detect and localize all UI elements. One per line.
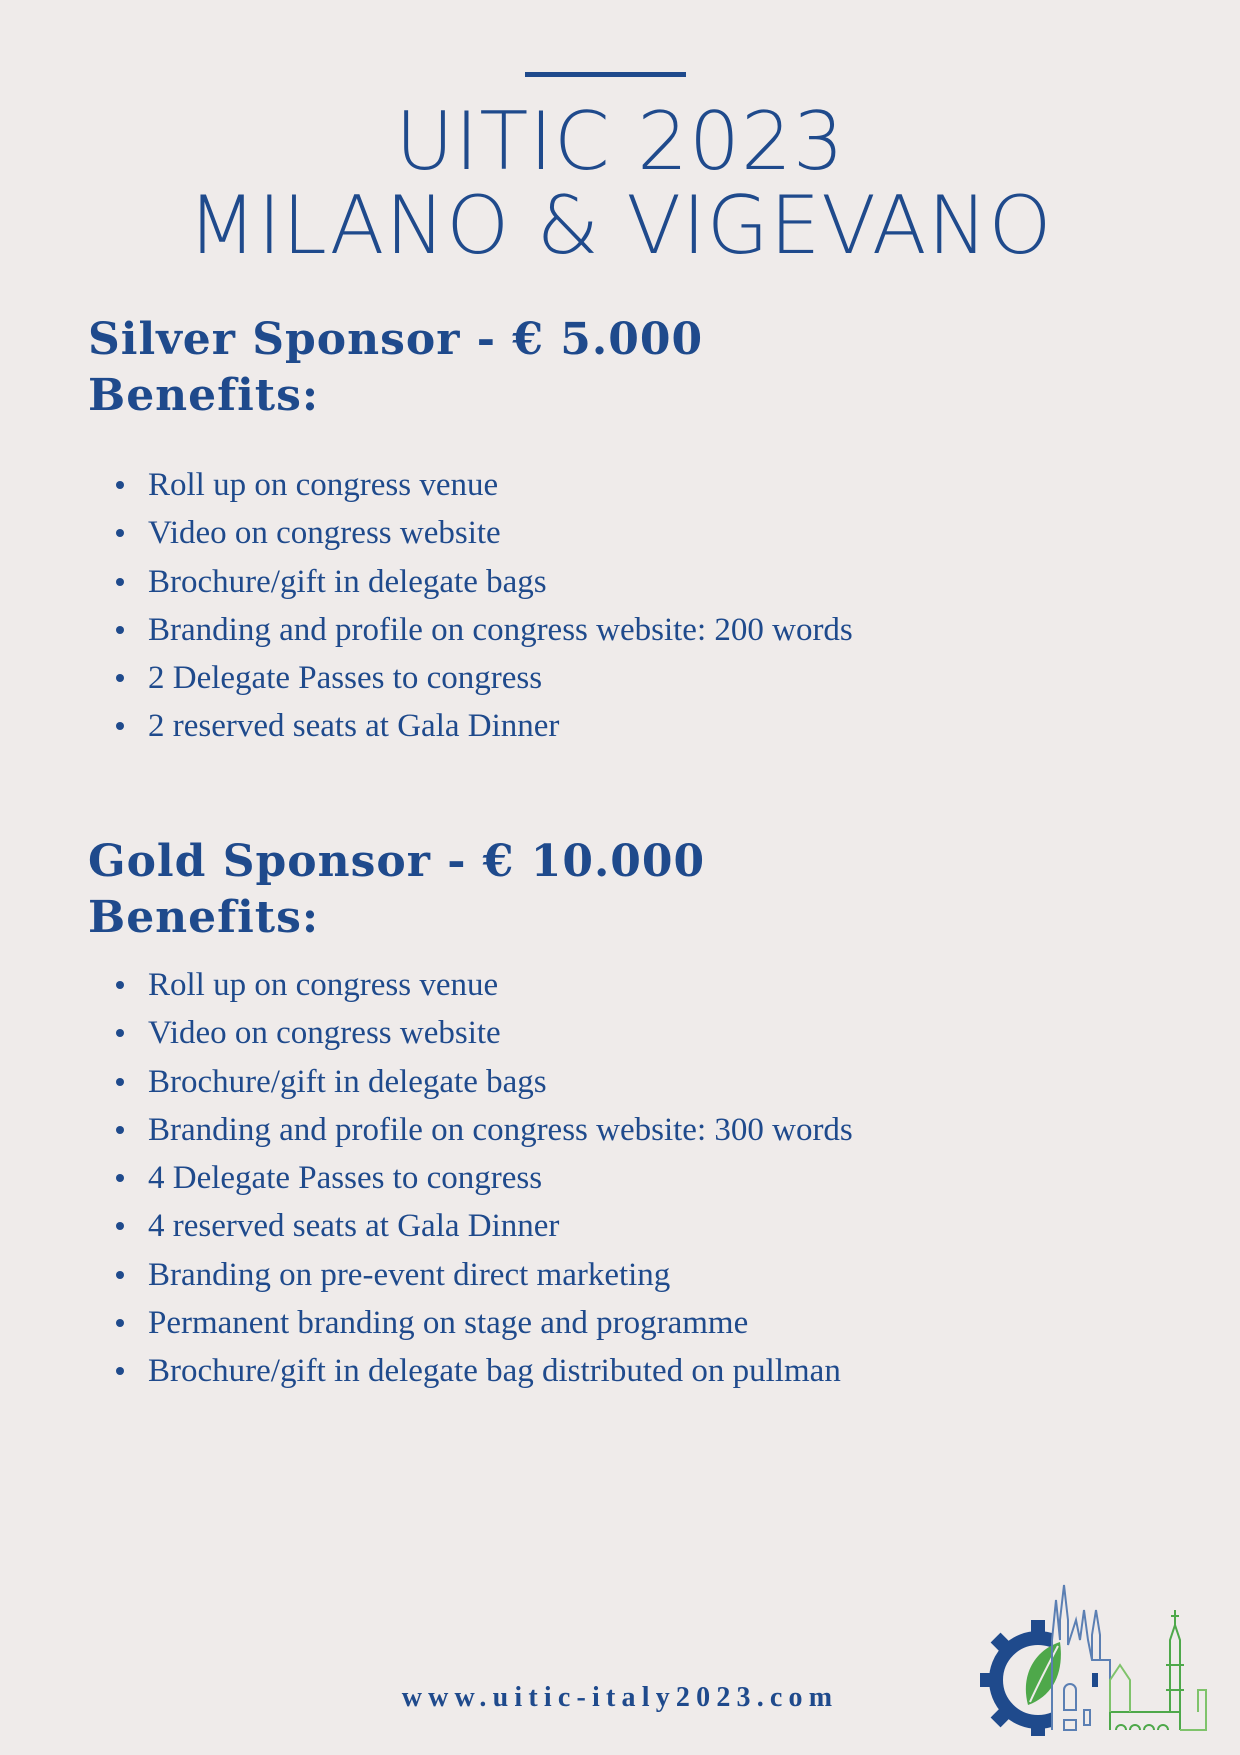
title-line-2: MILANO & VIGEVANO (187, 179, 1053, 272)
silver-benefits-label: Benefits: (88, 370, 320, 421)
silver-sponsor-title: Silver Sponsor - € 5.000 (88, 314, 704, 365)
website-url: www.uitic-italy2023.com (401, 1682, 839, 1713)
list-item: 2 Delegate Passes to congress (110, 654, 853, 702)
list-item: Branding and profile on congress website: 200 words (110, 606, 853, 654)
list-item: 4 Delegate Passes to congress (110, 1154, 853, 1202)
list-item: 2 reserved seats at Gala Dinner (110, 702, 853, 750)
list-item: 4 reserved seats at Gala Dinner (110, 1202, 853, 1250)
list-item: Brochure/gift in delegate bags (110, 558, 853, 606)
title-line-1: UITIC 2023 (395, 95, 845, 188)
list-item: Permanent branding on stage and programme (110, 1299, 853, 1347)
list-item: Brochure/gift in delegate bags (110, 1058, 853, 1106)
list-item: Branding on pre-event direct marketing (110, 1251, 853, 1299)
list-item: Roll up on congress venue (110, 961, 853, 1009)
list-item: Branding and profile on congress website: 300 words (110, 1106, 853, 1154)
gold-sponsor-title: Gold Sponsor - € 10.000 (88, 836, 706, 887)
list-item: Video on congress website (110, 509, 853, 557)
uitic-logo-icon (980, 1580, 1216, 1736)
list-item: Roll up on congress venue (110, 461, 853, 509)
page-title (0, 95, 1240, 272)
gold-benefits-list (110, 961, 853, 1396)
gold-benefits-label: Benefits: (88, 892, 320, 943)
list-item: Brochure/gift in delegate bag distributed on pullman (110, 1347, 853, 1395)
top-divider (525, 72, 686, 77)
gold-sponsor-heading (88, 834, 705, 946)
list-item: Video on congress website (110, 1009, 853, 1057)
silver-benefits-list (110, 461, 853, 751)
silver-sponsor-heading (88, 312, 703, 424)
